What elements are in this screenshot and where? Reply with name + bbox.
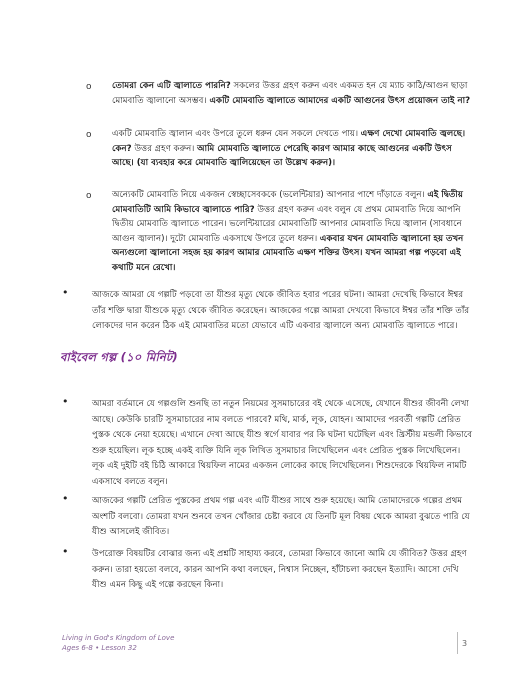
circle-bullet-icon: o [86, 130, 92, 140]
circle-bullet-icon: o [86, 82, 92, 92]
question-text: এক্ষণ দেখো মোমবাতি জ্বলছে। কেন? [112, 129, 466, 154]
bullet-icon: • [62, 395, 69, 408]
statement-text: আমি মোমবাতি জ্বালাতে পেরেছি কারণ আমার কাছে আগুনের একটি উৎস আছে। (যা ব্যবহার করে মোমবাতি জ্বালিয়েছেন তা উল্লেখ করুন)। [112, 143, 452, 168]
footer-subtitle: Ages 6-8 • Lesson 32 [62, 644, 137, 652]
statement-text: একবার যখন মোমবাতি জ্বালানো হয় তখন অন্যগুলো জ্বালানো সহজ হয় কারণ আমার মোমবাতি এক্ষণ শক্তির উৎস। যখন আমরা গল্প পড়বো এই কথাটি মনে রেখো। [112, 233, 464, 273]
list-item [92, 494, 474, 541]
list-item [112, 79, 472, 108]
circle-bullet-icon: o [86, 191, 92, 201]
bullet-icon: • [62, 545, 69, 558]
instruction-text: উত্তর গ্রহণ করুন এবং বলুন যে প্রথম মোমবাতি দিয়ে আপনি দ্বিতীয় মোমবাতি জ্বালাতে পারেন। ভলেন্টিয়ারের মোমবাতিটি আপনার মোমবাতি দিয়ে জ্বালান (সাবধানে আগুন জ্বালান)। দুটো মোমবাতি একসাথে উপরে তুলে ধরুন। [112, 204, 462, 244]
bullet-icon: • [62, 492, 69, 505]
list-item [92, 397, 474, 490]
list-item [112, 188, 472, 275]
bullet-icon: • [62, 286, 69, 299]
footer-divider [457, 632, 458, 654]
list-item: আজকে আমরা যে গল্পটি পড়বো তা যীশুর মৃত্যু থেকে জীবিত হবার পরের ঘটনা। আমরা দেখেছি কিভাবে ঈশ্বর তাঁর শক্তি দ্বারা যীশুকে মৃত্যু থেকে জীবিত করেছেন। আজকের গল্পে আমরা দেখবো কিভাবে ঈশ্বর তাঁর শক্তি তাঁর লোকদের দান করেন ঠিক এই মোমবাতির মতো যেভাবে এটি একবার জ্বালালে অন্য মোমবাতি জ্বালাতে পারে। [92, 290, 470, 331]
section-heading: বাইবেল গল্প (১০ মিনিট) [60, 350, 178, 364]
page-number: 3 [462, 639, 468, 648]
instruction-text: শিশুদেরকে থিয়ফিল নামটি একসাথে বলতে বলুন। [92, 461, 467, 487]
question-text: এই দ্বিতীয় মোমবাতিটি আমি কিভাবে জ্বালাতে পারি? [112, 190, 463, 215]
paragraph-text: আজকের গল্পটি প্রেরিত পুস্তকের প্রথম গল্প এবং এটি যীশুর সাথে শুরু হয়েছে। আমি তোমাদেরকে গল্পের প্রথম অংশটি বলবো। তোমরা যখন শুনবে তখন খোঁজার চেষ্টা করবে যে তিনটি মূল বিষয় থেকে আমরা বুঝতে পারি যে যীশু আসলেই জীবিত। [92, 496, 470, 537]
footer-title: Living in God's Kingdom of Love [62, 634, 175, 642]
paragraph-text: উপরোক্ত বিষয়টির বোঝার জন্য এই প্রশ্নটি সাহায্য করবে, তোমরা কিভাবে জানো আমি যে জীবিত? উত্তর গ্রহণ করুন। তারা হয়তো বলবে, কারন আপনি কথা বলছেন, নিশ্বাস নিচ্ছেন, হাঁটাচলা করছেন ইত্যাদি। আসো দেখি যীশু এমন কিছু এই গল্পে করছেন কিনা। [92, 549, 467, 590]
list-item [92, 547, 474, 594]
question-text: তোমরা কেন এটি জ্বালাতে পারনি? [112, 81, 231, 91]
instruction-text: সকলের উত্তর গ্রহণ করুন এবং একমত হন যে ম্যাচ কাঠি/আগুন ছাড়া মোমবাতি জ্বালানো অসম্ভব। [112, 81, 468, 106]
paragraph-text: আমরা বর্তমানে যে গল্পগুলি শুনছি তা নতুন নিয়মের সুসমাচারের বই থেকে এসেছে, যেখানে যীশুর জীবনী লেখা আছে। কেউকি চারটি সুসমাচারের নাম বলতে পারবে? মথি, মার্ক, লূক, যোহন। আমাদের পরবর্তী গল্পটি প্রেরিত পুস্তক থেকে নেয়া হয়েছে। এখানে দেখা আছে যীশু স্বর্গে যাবার পর কি ঘটনা ঘটেছিল এবং খ্রিস্টীয় মন্ডলী কিভাবে শুরু হয়েছিল। লূক হচ্ছে একই ব্যক্তি যিনি লূক লিখিত সুসমাচার লিখেছিলেন এবং প্রেরিত পুস্তক লিখেছিলেন। লূক এই দুইটি বই চিঠি আকারে থিয়ফিল নামের একজন লোকের কাছে লিখেছিলেন। [92, 399, 473, 471]
instruction-text: একটি মোমবাতি জ্বালান এবং উপরে তুলে ধরুন যেন সকলে দেখতে পায়। [112, 129, 361, 139]
instruction-text: উত্তর গ্রহণ করুন। [131, 143, 198, 154]
instruction-text: অন্যেকটি মোমবাতি নিয়ে একজন স্বেচ্ছাসেবককে (ভলেন্টিয়ার) আপনার পাশে দাঁড়াতে বলুন। [112, 190, 428, 200]
list-item [112, 127, 472, 171]
question-text: একটি মোমবাতি জ্বালাতে আমাদের একটি আগুনের উৎস প্রয়োজন তাই না? [206, 95, 471, 106]
